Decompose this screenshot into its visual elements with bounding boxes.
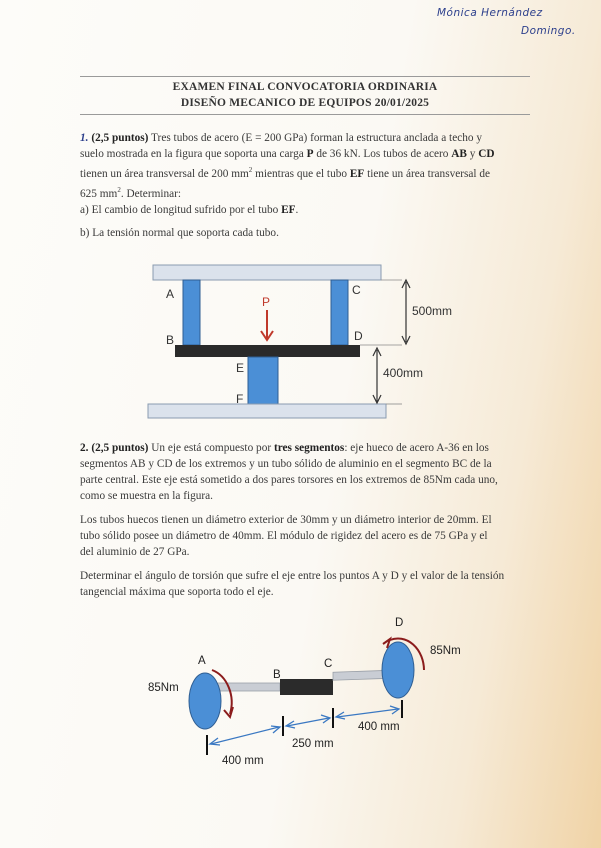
problem2-number: 2. — [80, 442, 89, 454]
exam-title: EXAMEN FINAL CONVOCATORIA ORDINARIA — [172, 81, 438, 93]
ceiling-plate — [153, 265, 381, 280]
problem1-number: 1. — [80, 132, 89, 144]
header-rule-bottom — [80, 114, 530, 115]
dim-bc-label: 250 mm — [292, 738, 334, 750]
figure2-shaft-diagram — [140, 610, 480, 775]
problem2-paragraph3: Determinar el ángulo de torsión que sufre el eje entre los puntos A y D y el valor de la tensión tangencial máxima que soporta todo el eje. — [80, 570, 505, 598]
course-title: DISEÑO MECANICO DE EQUIPOS 20/01/2025 — [180, 97, 430, 109]
label-a: A — [166, 287, 175, 301]
problem1-question-b: b) La tensión normal que soporta cada tubo. — [80, 227, 279, 239]
label-a: A — [198, 655, 206, 667]
torque-arrowhead-a — [224, 707, 233, 717]
tube-cd — [331, 280, 348, 345]
problem1-statement: 1. (2,5 puntos) Tres tubos de acero (E = 200 GPa) forman la estructura anclada a techo y suelo mostrada en la figura que soporta una carga P de 36 kN. Los tubos de acero AB y CD tienen un área transversal de 200 $mm^2$ mientras que el tubo EF tiene un área transversal de 625 $mm^2$. Determinar: — [80, 132, 495, 200]
shaft-segment-bc — [280, 679, 333, 695]
floor-plate — [148, 404, 386, 418]
dim-cd-line — [337, 709, 398, 717]
header-rule-top — [80, 76, 530, 77]
dim-ab-label: 400 mm — [222, 755, 264, 767]
tube-ab — [183, 280, 200, 345]
dim-upper-label: 500mm — [412, 304, 453, 318]
torque-left-label: 85Nm — [148, 682, 179, 694]
label-f: F — [236, 392, 244, 406]
label-d: D — [395, 617, 404, 629]
label-p: P — [262, 295, 271, 309]
label-c: C — [324, 658, 333, 670]
disk-a — [189, 673, 221, 729]
label-d: D — [354, 329, 363, 343]
label-b: B — [273, 669, 281, 681]
rigid-bar — [175, 345, 360, 357]
problem2-paragraph1: 2. (2,5 puntos) Un eje está compuesto por tres segmentos: eje hueco de acero A-36 en los segmentos AB y CD de los extremos y un tubo sólido de aluminio en el segmento BC de la parte central. Este eje está sometido a dos pares torsores en los extremos de 85Nm cada uno, como se muestra en la figura. — [80, 442, 498, 502]
label-c: C — [352, 283, 361, 297]
handwritten-name-line1: Mónica Hernández — [437, 7, 543, 19]
figure1-structure-diagram — [140, 258, 470, 423]
problem1-question-a: a) El cambio de longitud sufrido por el tubo EF. — [80, 204, 299, 216]
tube-ef — [248, 357, 278, 404]
disk-d — [382, 642, 414, 698]
dim-ab-line — [211, 727, 279, 744]
dim-lower-label: 400mm — [383, 366, 424, 380]
torque-right-label: 85Nm — [430, 645, 461, 657]
dim-cd-label: 400 mm — [358, 721, 400, 733]
dim-ab-arrow-right — [271, 726, 280, 733]
problem2-points: (2,5 puntos) — [91, 442, 149, 454]
label-b: B — [166, 333, 175, 347]
problem2-paragraph2: Los tubos huecos tienen un diámetro exterior de 30mm y un diámetro interior de 20mm. El tubo sólido posee un diámetro de 40mm. El módulo de rigidez del acero es de 75 GPa y el del aluminio de 27 GPa. — [80, 514, 492, 558]
shaft-segment-ab — [215, 683, 280, 691]
label-e: E — [236, 361, 245, 375]
handwritten-name-line2: Domingo. — [521, 25, 576, 37]
problem1-points: (2,5 puntos) — [91, 132, 149, 144]
